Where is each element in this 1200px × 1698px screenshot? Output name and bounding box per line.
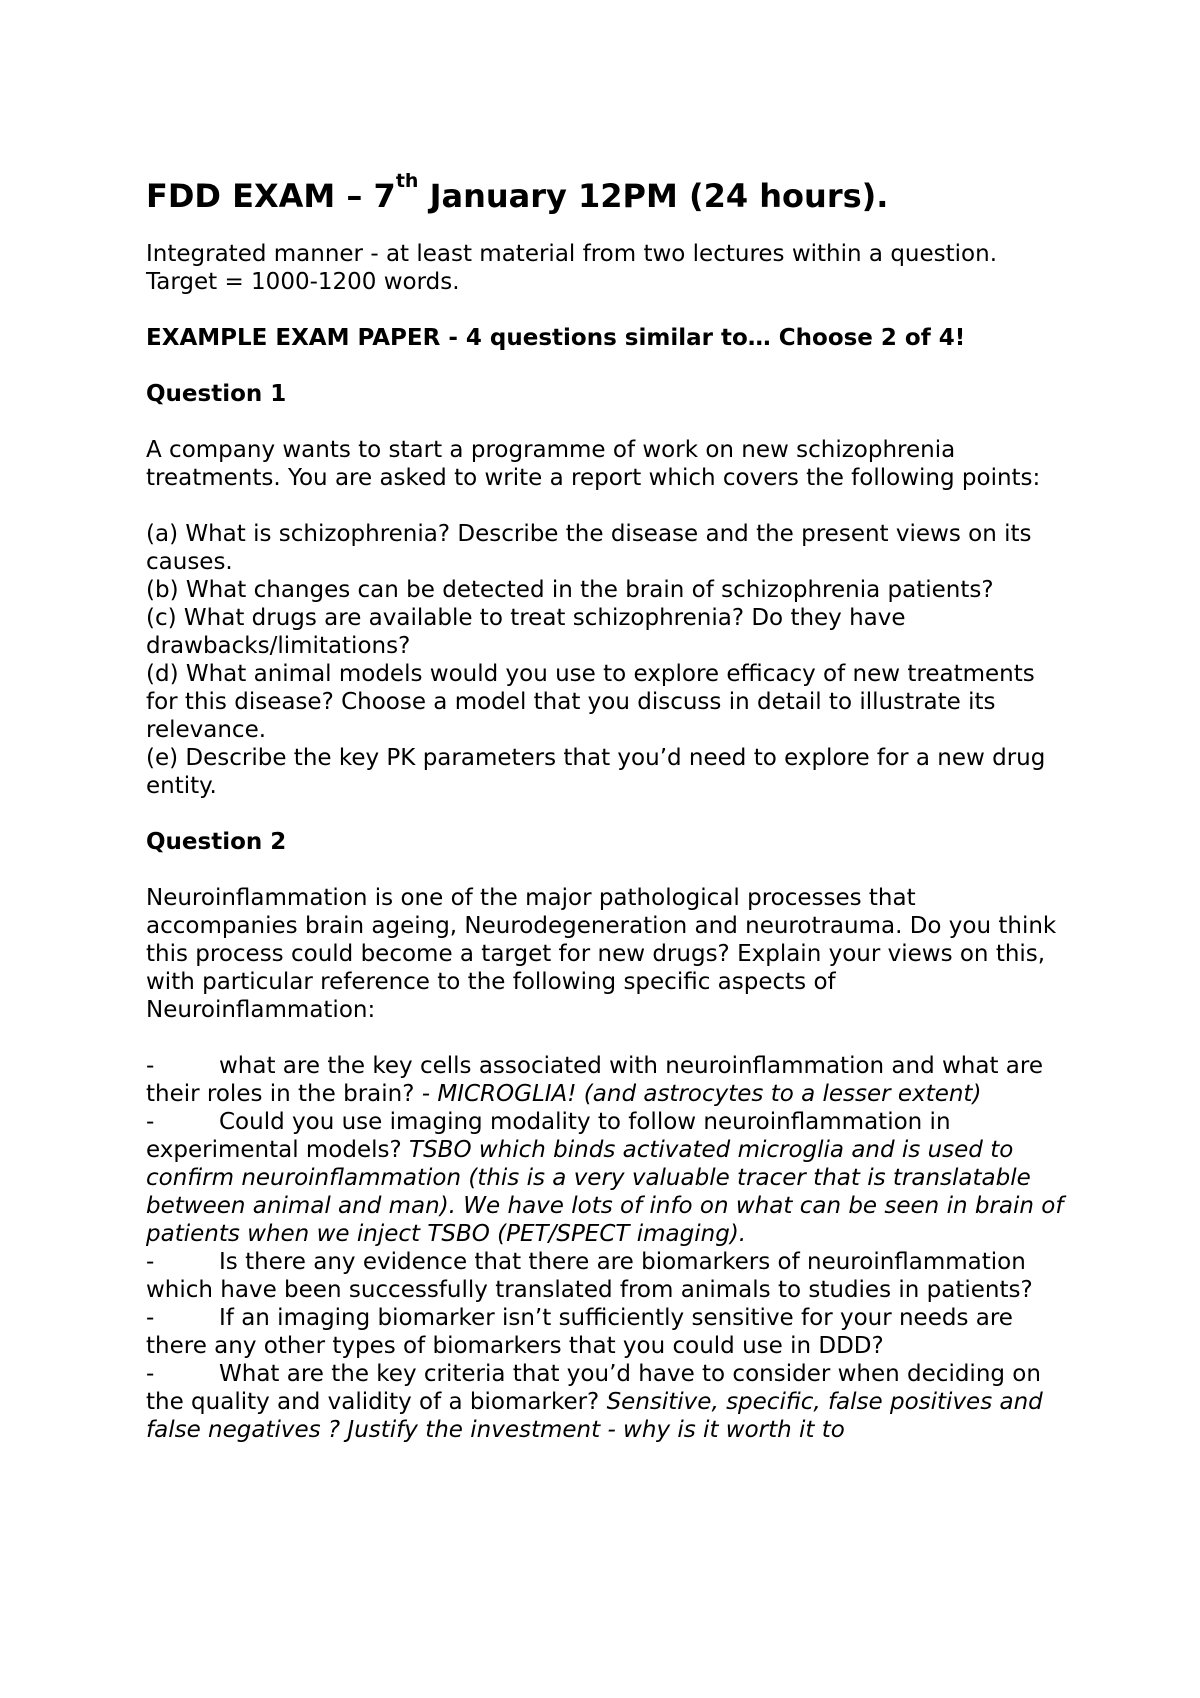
bullet-item — [146, 1108, 1066, 1248]
bullet-dash: - — [146, 1305, 155, 1331]
bullet-note: TSBO which binds activated microglia and is used to confirm neuroinflammation (this is a very valuable tracer that is translatable between animal and man). We have lots of info on what can be seen in brain of patients when we inject TSBO (PET/SPECT imaging). — [146, 1137, 1064, 1247]
bullet-item — [146, 1304, 1066, 1360]
intro-line-1: Integrated manner - at least material from two lectures within a question. — [146, 241, 997, 267]
bullet-text: what are the key cells associated with neuroinflammation and what are their roles in the brain? — [146, 1053, 1044, 1107]
question-2-heading: Question 2 — [146, 829, 287, 855]
bullet-text: If an imaging biomarker isn’t sufficiently sensitive for your needs are there any other types of biomarkers that you could use in DDD? — [146, 1305, 1013, 1359]
bullet-note: Sensitive, specific, false positives and false negatives ? Justify the investment - why is it worth it to — [146, 1389, 1043, 1443]
question-2-bullets — [146, 1052, 1066, 1444]
question-2-intro: Neuroinflammation is one of the major pathological processes that accompanies brain ageing, Neurodegeneration and neurotrauma. Do you think this process could become a target for new drugs? Explain your views on this, with particular reference to the following specific aspects of Neuroinflammation: — [146, 885, 1057, 1023]
bullet-text: What are the key criteria that you’d have to consider when deciding on the quality and validity of a biomarker? — [146, 1361, 1041, 1415]
bullet-item — [146, 1248, 1066, 1304]
title-text-end: January 12PM (24 hours). — [418, 177, 889, 215]
page-title — [146, 170, 1066, 216]
question-1-intro: A company wants to start a programme of work on new schizophrenia treatments. You are asked to write a report which covers the following points: — [146, 437, 1041, 491]
title-superscript: th — [395, 170, 419, 192]
question-1-item-d: (d) What animal models would you use to explore efficacy of new treatments for this disease? Choose a model that you discuss in detail to illustrate its relevance. — [146, 661, 1035, 743]
question-1-item-e: (e) Describe the key PK parameters that you’d need to explore for a new drug entity. — [146, 745, 1046, 799]
bullet-dash: - — [146, 1109, 155, 1135]
intro-line-2: Target = 1000-1200 words. — [146, 269, 460, 295]
bullet-item — [146, 1052, 1066, 1108]
question-1-item-a: (a) What is schizophrenia? Describe the disease and the present views on its causes. — [146, 521, 1032, 575]
question-1-items — [146, 520, 1066, 800]
bullet-text: Could you use imaging modality to follow neuroinflammation in experimental models? — [146, 1109, 951, 1163]
bullet-item — [146, 1360, 1066, 1444]
question-1-item-c: (c) What drugs are available to treat schizophrenia? Do they have drawbacks/limitations? — [146, 605, 906, 659]
title-text: FDD EXAM – 7 — [146, 177, 396, 215]
bullet-dash: - — [146, 1053, 155, 1079]
question-1-heading: Question 1 — [146, 381, 287, 407]
document-body — [146, 170, 1066, 1444]
question-1-item-b: (b) What changes can be detected in the brain of schizophrenia patients? — [146, 577, 994, 603]
bullet-note: - MICROGLIA! (and astrocytes to a lesser extent) — [421, 1081, 982, 1107]
bullet-dash: - — [146, 1361, 155, 1387]
bullet-text: Is there any evidence that there are biomarkers of neuroinflammation which have been successfully translated from animals to studies in patients? — [146, 1249, 1033, 1303]
example-heading: EXAMPLE EXAM PAPER - 4 questions similar to… Choose 2 of 4! — [146, 325, 966, 351]
bullet-dash: - — [146, 1249, 155, 1275]
